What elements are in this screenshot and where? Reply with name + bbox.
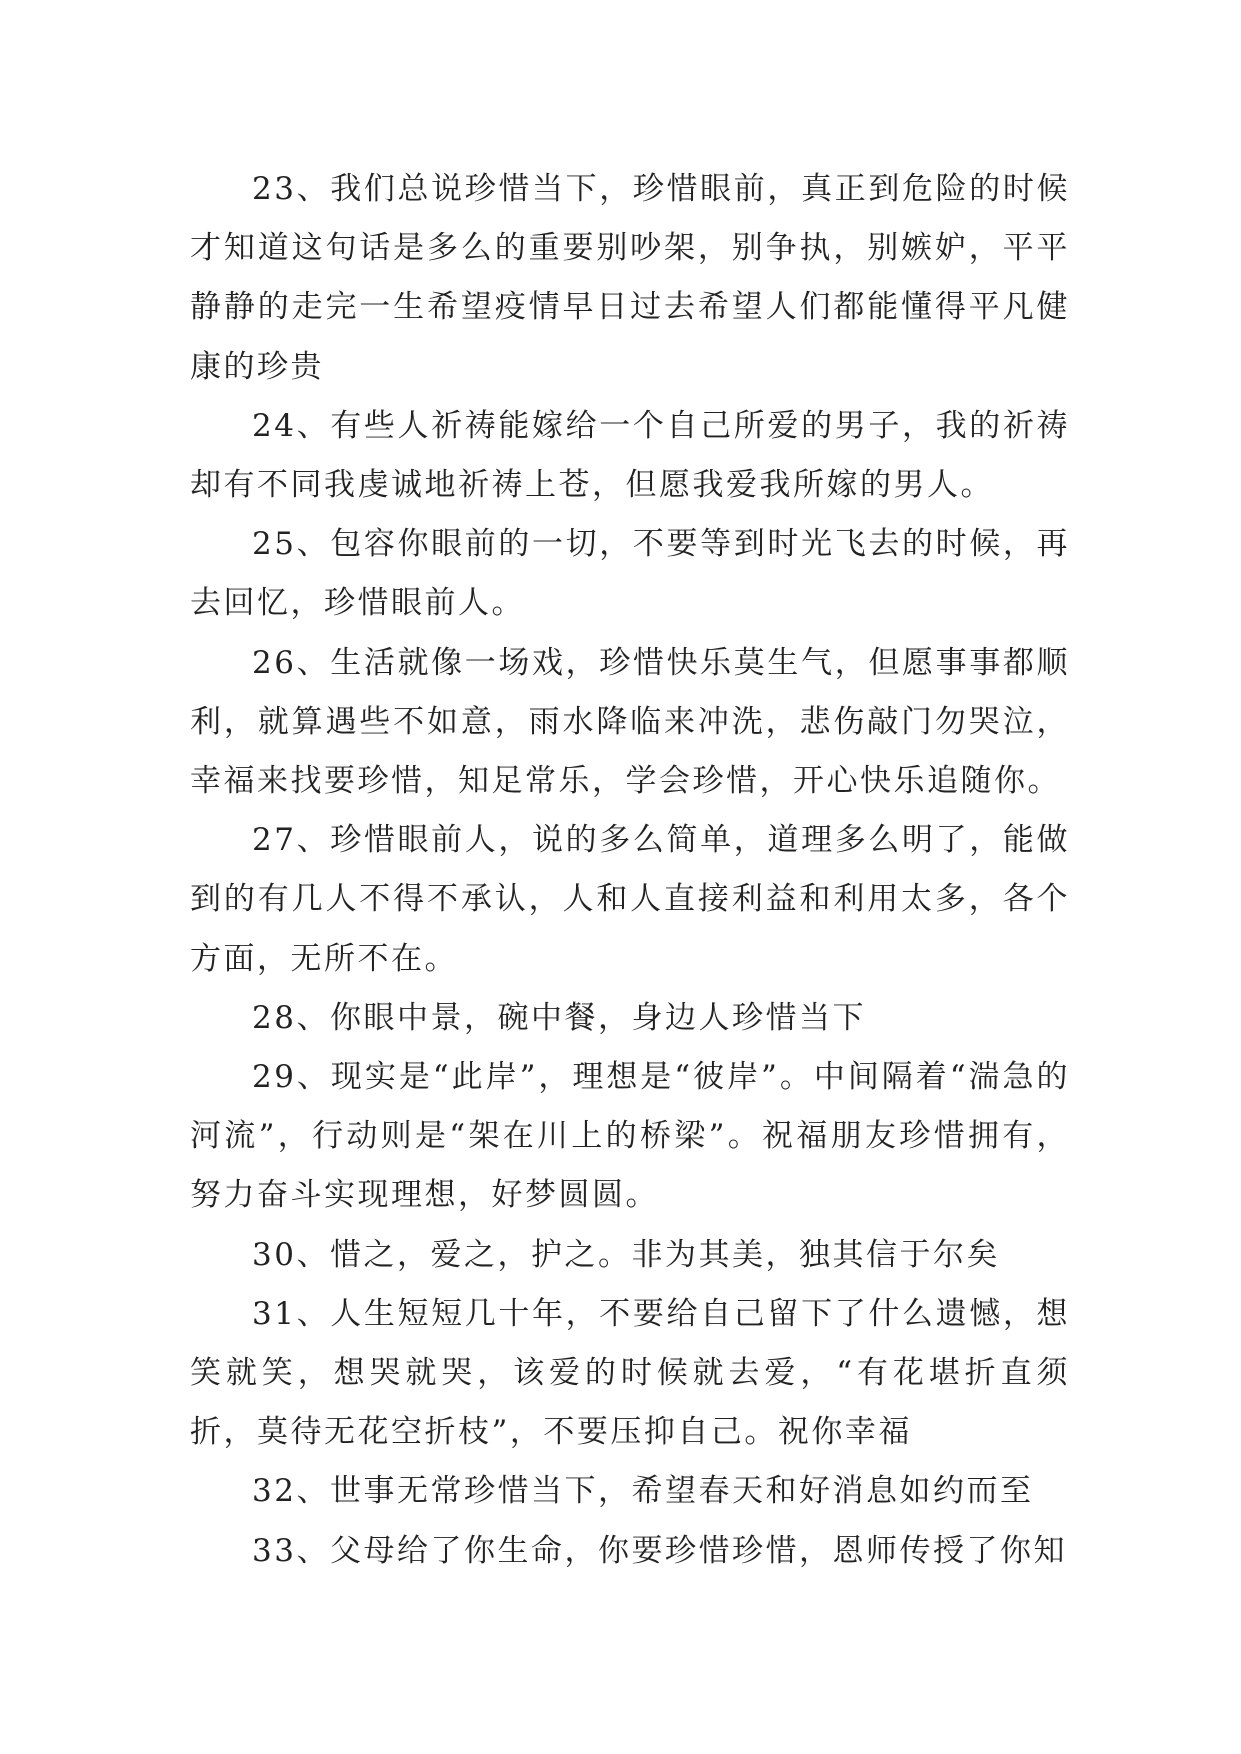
paragraph-31: 31、人生短短几十年，不要给自己留下了什么遗憾，想笑就笑，想哭就哭，该爱的时候就去爱，“有花堪折直须折，莫待无花空折枝”，不要压抑自己。祝你幸福	[190, 1295, 1070, 1451]
paragraph-26: 26、生活就像一场戏，珍惜快乐莫生气，但愿事事都顺利，就算遇些不如意，雨水降临来冲洗，悲伤敲门勿哭泣，幸福来找要珍惜，知足常乐，学会珍惜，开心快乐追随你。	[190, 644, 1070, 800]
paragraph-25: 25、包容你眼前的一切，不要等到时光飞去的时候，再去回忆，珍惜眼前人。	[190, 526, 1070, 622]
paragraph-29: 29、现实是“此岸”，理想是“彼岸”。中间隔着“湍急的河流”，行动则是“架在川上的桥梁”。祝福朋友珍惜拥有，努力奋斗实现理想，好梦圆圆。	[190, 1059, 1070, 1214]
paragraph-24: 24、有些人祈祷能嫁给一个自己所爱的男子，我的祈祷却有不同我虔诚地祈祷上苍，但愿我爱我所嫁的男人。	[190, 407, 1070, 504]
paragraph-33: 33、父母给了你生命，你要珍惜珍惜，恩师传授了你知	[252, 1532, 1067, 1569]
paragraph-28: 28、你眼中景，碗中餐，身边人珍惜当下	[252, 999, 866, 1036]
paragraph-23: 23、我们总说珍惜当下，珍惜眼前，真正到危险的时候才知道这句话是多么的重要别吵架，别争执，别嫉妒，平平静静的走完一生希望疫情早日过去希望人们都能懂得平凡健康的珍贵	[190, 171, 1070, 385]
paragraph-30: 30、惜之，爱之，护之。非为其美，独其信于尔矣	[252, 1236, 1000, 1273]
document-body	[190, 160, 1070, 1581]
paragraph-27: 27、珍惜眼前人，说的多么简单，道理多么明了，能做到的有几人不得不承认，人和人直接利益和利用太多，各个方面，无所不在。	[190, 822, 1070, 977]
paragraph-32: 32、世事无常珍惜当下，希望春天和好消息如约而至	[252, 1473, 1034, 1510]
